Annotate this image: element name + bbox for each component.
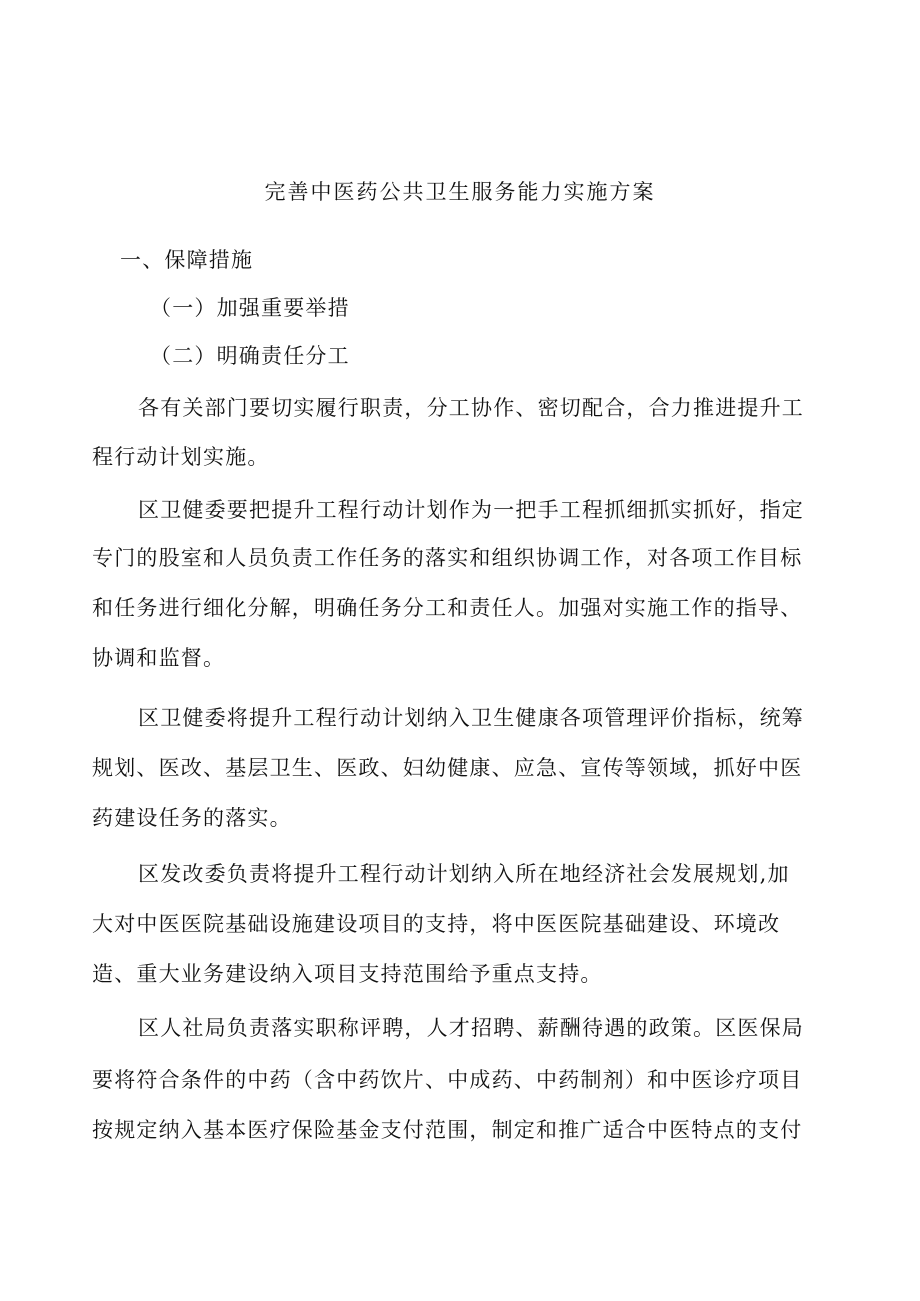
document-title: 完善中医药公共卫生服务能力实施方案	[264, 180, 656, 204]
subsection-heading: （一）加强重要举措	[150, 296, 350, 320]
paragraph-line: 区人社局负责落实职称评聘，人才招聘、薪酬待遇的政策。区医保局	[138, 1016, 804, 1040]
paragraph-line: 和任务进行细化分解，明确任务分工和责任人。加强对实施工作的指导、	[92, 596, 803, 620]
paragraph-line: 区卫健委将提升工程行动计划纳入卫生健康各项管理评价指标，统筹	[138, 706, 804, 730]
section-heading: 一、保障措施	[120, 248, 254, 272]
paragraph-line: 药建设任务的落实。	[92, 806, 292, 830]
paragraph-line: 专门的股室和人员负责工作任务的落实和组织协调工作，对各项工作目标	[92, 546, 803, 570]
paragraph-line: 各有关部门要切实履行职责，分工协作、密切配合，合力推进提升工	[138, 396, 804, 420]
paragraph-line: 大对中医医院基础设施建设项目的支持，将中医医院基础建设、环境改	[92, 912, 781, 936]
paragraph-line: 造、重大业务建设纳入项目支持范围给予重点支持。	[92, 962, 603, 986]
paragraph-line: 程行动计划实施。	[92, 445, 270, 469]
paragraph-line: 按规定纳入基本医疗保险基金支付范围，制定和推广适合中医特点的支付	[92, 1118, 803, 1142]
paragraph-line: 区发改委负责将提升工程行动计划纳入所在地经济社会发展规划,加	[138, 862, 790, 886]
paragraph-line: 要将符合条件的中药（含中药饮片、中成药、中药制剂）和中医诊疗项目	[92, 1068, 803, 1092]
paragraph-line: 协调和监督。	[92, 646, 226, 670]
subsection-heading: （二）明确责任分工	[150, 344, 350, 368]
paragraph-line: 区卫健委要把提升工程行动计划作为一把手工程抓细抓实抓好，指定	[138, 498, 804, 522]
paragraph-line: 规划、医改、基层卫生、医政、妇幼健康、应急、宣传等领域，抓好中医	[92, 756, 803, 780]
